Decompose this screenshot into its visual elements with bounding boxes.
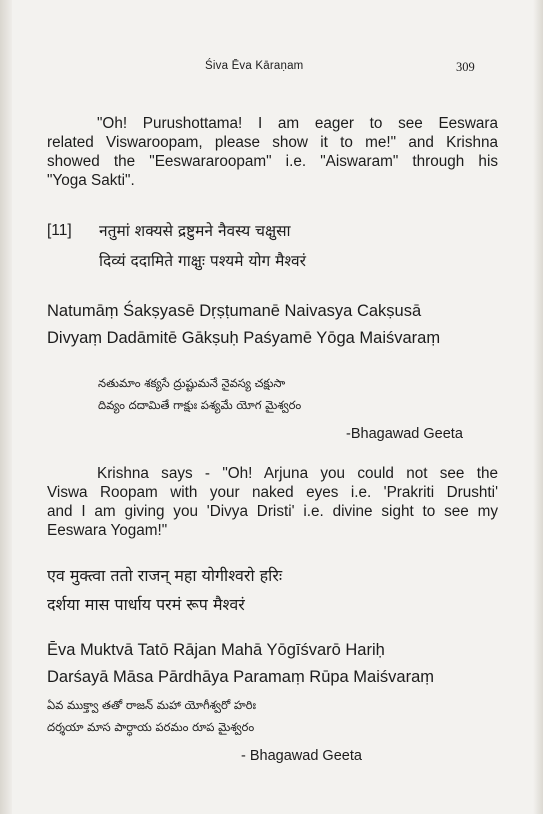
paragraph-2 <box>47 464 498 540</box>
transliteration-line: Divyaṃ Dadāmitē Gākṣuḥ Paśyamē Yōga Maiśvaraṃ <box>47 329 441 347</box>
paragraph-1 <box>47 114 498 190</box>
transliteration-line: Ēva Muktvā Tatō Rājan Mahā Yōgīśvarō Hariḥ <box>47 641 385 659</box>
verse-2-devanagari <box>47 561 282 619</box>
paragraph-2-line: Krishna says - "Oh! Arjuna you could not see the <box>97 465 498 482</box>
paragraph-1-line: "Yoga Sakti". <box>47 172 135 189</box>
devanagari-line: दिव्यं ददामिते गाक्षुः पश्यमे योग मैश्वरं <box>99 252 306 270</box>
devanagari-line: दर्शया मास पार्धाय परमं रूप मैश्वरं <box>47 595 245 614</box>
verse-2-transliteration <box>47 637 434 691</box>
paragraph-2-line: Viswa Roopam with your naked eyes i.e. 'Prakriti Drushti' <box>47 484 498 501</box>
verse-2-telugu <box>47 694 256 738</box>
page-number: 309 <box>456 60 475 74</box>
devanagari-line: नतुमां शक्यसे द्रष्टुमने नैवस्य चक्षुसा <box>99 222 291 240</box>
paragraph-1-line: related Viswaroopam, please show it to me!" and Krishna <box>47 134 498 151</box>
telugu-line: ఏవ ముక్త్వా తతో రాజన్ మహా యోగీశ్వరో హరిః <box>47 698 256 712</box>
verse-11-devanagari <box>99 216 306 276</box>
verse-11-telugu <box>98 372 301 416</box>
paragraph-1-line: "Oh! Purushottama! I am eager to see Eeswara <box>97 115 498 132</box>
paragraph-2-line: and I am giving you 'Divya Dristi' i.e. divine sight to see my <box>47 503 498 520</box>
verse-11-source: -Bhagawad Geeta <box>346 426 463 442</box>
transliteration-line: Natumāṃ Śakṣyasē Dṛṣṭumanē Naivasya Cakṣusā <box>47 302 422 320</box>
verse-2-source: - Bhagawad Geeta <box>241 748 362 764</box>
telugu-line: నతుమాం శక్యసే ద్రుష్టుమనే నైవస్య చక్షుసా <box>98 376 286 390</box>
telugu-line: దర్శయా మాస పార్ధాయ పరమం రూప మైశ్వరం <box>47 720 255 734</box>
running-title: Śiva Ēva Kāraṇam <box>205 60 304 72</box>
page-binding-edge <box>0 0 12 814</box>
paragraph-2-line: Eeswara Yogam!" <box>47 522 168 539</box>
page-right-edge <box>533 0 543 814</box>
devanagari-line: एव मुक्त्वा ततो राजन् महा योगीश्वरो हरिः <box>47 566 283 585</box>
page-header <box>0 60 543 80</box>
paragraph-1-line: showed the "Eeswararoopam" i.e. "Aiswaram" through his <box>47 153 498 170</box>
verse-number: [11] <box>47 222 72 239</box>
verse-11-transliteration <box>47 298 440 352</box>
transliteration-line: Darśayā Māsa Pārdhāya Paramaṃ Rūpa Maiśvaraṃ <box>47 668 434 686</box>
telugu-line: దివ్యం దదామితే గాక్షుః పశ్యమే యోగ మైశ్వరం <box>98 398 302 412</box>
